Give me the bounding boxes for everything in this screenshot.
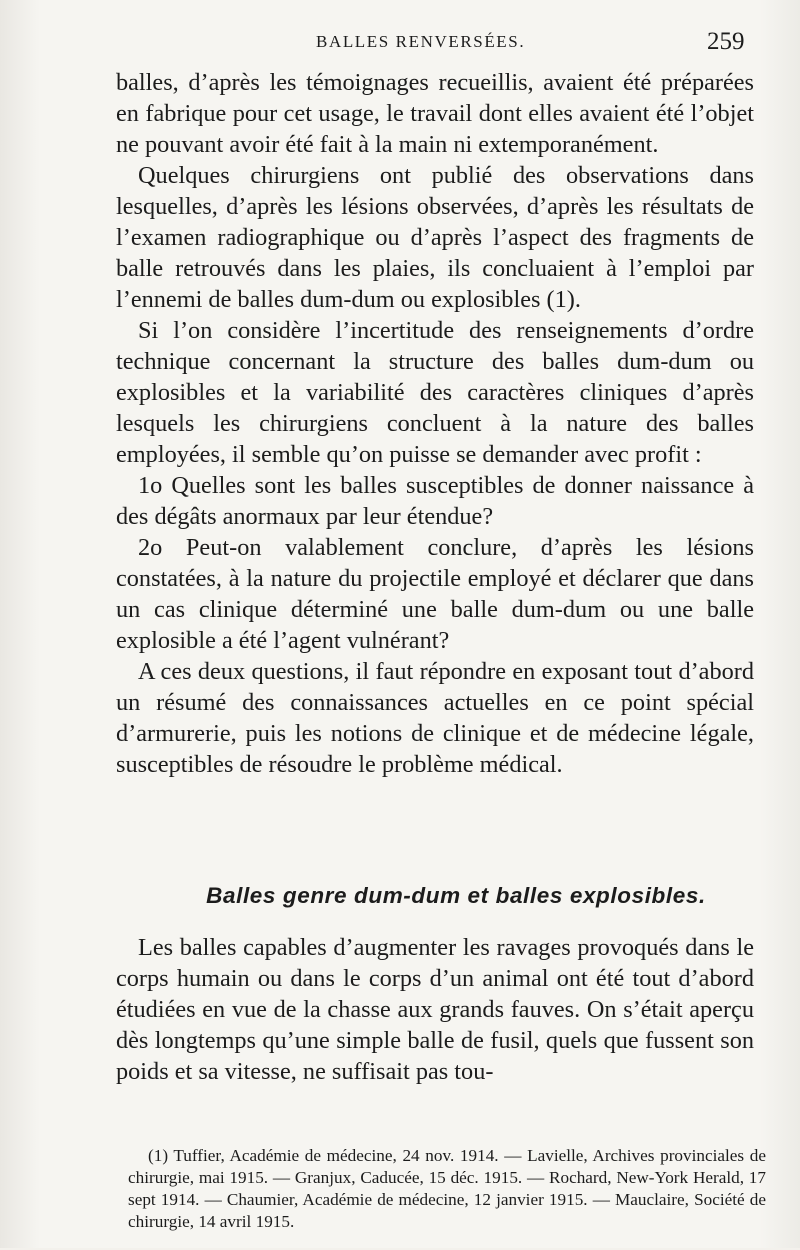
page-number: 259 <box>707 28 745 55</box>
footnote <box>128 1128 766 1250</box>
footnote-references: (1) Tuffier, Académie de médecine, 24 nov. 1914. — Lavielle, Archives provinciales de chirurgie, mai 1915. — Granjux, Caducée, 15 déc. 1915. — Rochard, New-York Herald, 17 sept 1914. — Chaumier, Académie de médecine, 12 janvier 1915. — Mauclaire, Société de chirurgie, 14 avril 1915. <box>128 1146 766 1232</box>
running-title: BALLES RENVERSÉES. <box>316 32 526 51</box>
paragraph-hunting-bullets: Les balles capables d’augmenter les ravages provoqués dans le corps humain ou dans le corps d’un animal ont été tout d’abord étudiées en vue de la chasse aux grands fauves. On s’était aperçu dès longtemps qu’une simple balle de fusil, quels que fussent son poids et sa vitesse, ne suffisait pas tou- <box>116 934 754 1085</box>
paragraph-observations: Quelques chirurgiens ont publié des observations dans lesquelles, d’après les lésions observées, d’après les résultats de l’examen radiographique ou d’après l’aspect des fragments de balle retrouvés dans les plaies, ils concluaient à l’emploi par l’ennemi de balles dum-dum ou explosibles (1). <box>116 162 754 313</box>
section-body <box>116 932 754 1087</box>
running-header <box>0 30 800 60</box>
body-text <box>116 67 754 780</box>
paragraph-continuation: balles, d’après les témoignages recueillis, avaient été préparées en fabrique pour cet usage, le travail dont elles avaient été l’objet ne pouvant avoir été fait à la main ni extemporanément. <box>116 69 754 158</box>
paragraph-uncertainty: Si l’on considère l’incertitude des renseignements d’ordre technique concernant la structure des balles dum-dum ou explosibles et la variabilité des caractères cliniques d’après lesquels les chirurgiens concluent à la nature des balles employées, il semble qu’on puisse se demander avec profit : <box>116 317 754 468</box>
section-heading: Balles genre dum-dum et balles explosibles. <box>206 883 706 908</box>
question-two: 2o Peut-on valablement conclure, d’après les lésions constatées, à la nature du projectile employé et déclarer que dans un cas clinique déterminé une balle dum-dum ou une balle explosible a été l’agent vulnérant? <box>116 534 754 654</box>
question-one: 1o Quelles sont les balles susceptibles de donner naissance à des dégâts anormaux par leur étendue? <box>116 472 754 530</box>
paragraph-answer: A ces deux questions, il faut répondre en exposant tout d’abord un résumé des connaissances actuelles en ce point spécial d’armurerie, puis les notions de clinique et de médecine légale, susceptibles de résoudre le problème médical. <box>116 658 754 778</box>
